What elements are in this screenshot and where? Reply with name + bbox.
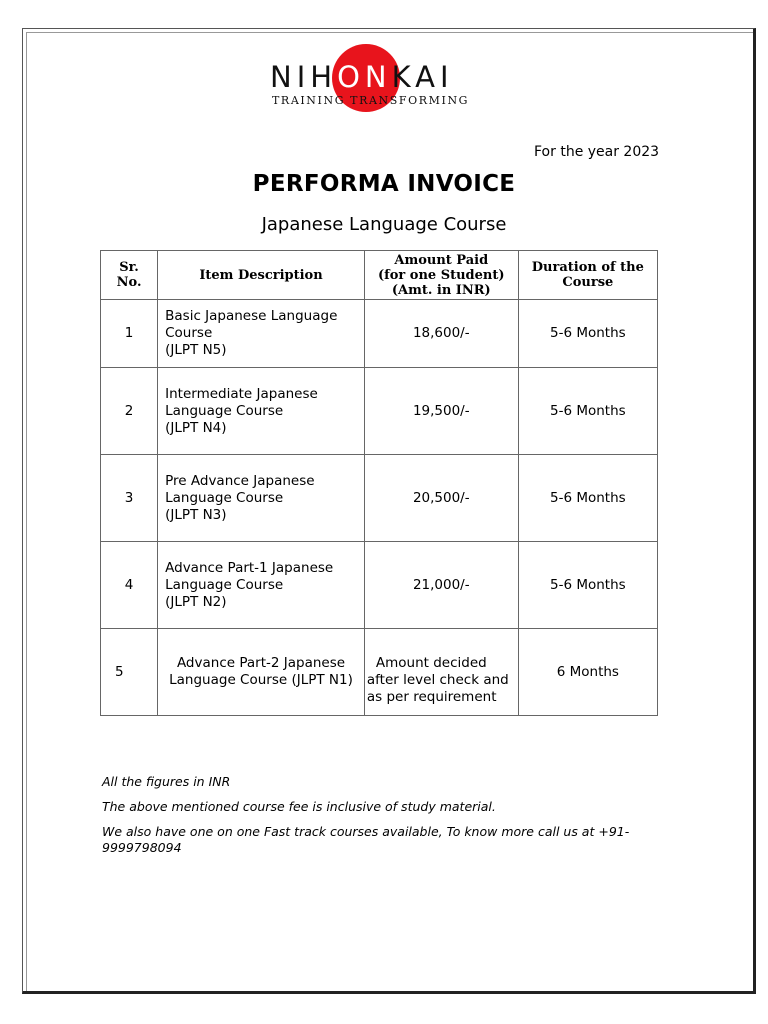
header-duration-line1: Duration of the <box>531 260 644 275</box>
desc-line: (JLPT N2) <box>165 593 227 610</box>
year-line: For the year 2023 <box>534 144 660 160</box>
header-sr-no <box>101 251 158 300</box>
row-sr-no: 1 <box>101 300 158 368</box>
header-sr-line2: No. <box>116 275 142 290</box>
logo-wordmark: NIHONKAI <box>270 60 454 94</box>
nihonkai-logo <box>270 42 510 114</box>
header-amount-line3: (Amt. in INR) <box>391 282 491 298</box>
row-item-description <box>158 455 365 542</box>
desc-line: Language Course <box>165 576 284 593</box>
page-title: PERFORMA INVOICE <box>252 171 516 197</box>
course-fee-table <box>100 250 658 716</box>
amount-line: as per requirement <box>366 688 497 705</box>
table-row <box>101 300 658 368</box>
header-amount-line2: (for one Student) <box>378 267 505 283</box>
header-item-description: Item Description <box>158 251 365 300</box>
row-item-description <box>158 368 365 455</box>
row-duration: 5-6 Months <box>518 455 657 542</box>
row-duration: 5-6 Months <box>518 542 657 629</box>
table-row <box>101 368 658 455</box>
row-amount: 21,000/- <box>364 542 518 629</box>
header-duration-line2: Course <box>562 275 614 290</box>
desc-line: Language Course <box>165 402 284 419</box>
row-sr-no: 4 <box>101 542 158 629</box>
desc-line: Intermediate Japanese <box>165 385 318 402</box>
desc-line: Language Course <box>165 489 284 506</box>
desc-line: Advance Part-1 Japanese <box>165 559 334 576</box>
row-sr-no: 5 <box>101 629 158 716</box>
desc-line: (JLPT N5) <box>165 342 227 358</box>
footnote: The above mentioned course fee is inclusive of study material. <box>102 799 496 814</box>
desc-line: (JLPT N4) <box>165 419 227 436</box>
desc-line: Language Course (JLPT N1) <box>169 672 353 688</box>
table-row <box>101 455 658 542</box>
header-amount-paid <box>364 251 518 300</box>
footnote: We also have one on one Fast track courses available, To know more call us at +91-9999798094 <box>102 824 630 855</box>
row-item-description <box>158 542 365 629</box>
desc-line: Pre Advance Japanese <box>165 472 315 489</box>
row-amount: 19,500/- <box>364 368 518 455</box>
row-amount: 20,500/- <box>364 455 518 542</box>
row-duration: 6 Months <box>518 629 657 716</box>
desc-line: (JLPT N3) <box>165 506 227 523</box>
table-row <box>101 629 658 716</box>
row-amount: 18,600/- <box>364 300 518 368</box>
desc-line: Basic Japanese Language <box>165 308 338 324</box>
desc-line: Course <box>165 325 213 341</box>
header-sr-line1: Sr. <box>119 260 139 275</box>
footnotes <box>102 774 662 865</box>
amount-line: Amount decided <box>375 654 487 671</box>
header-duration <box>518 251 657 300</box>
page-subtitle: Japanese Language Course <box>261 214 507 235</box>
row-sr-no: 2 <box>101 368 158 455</box>
row-amount <box>364 629 518 716</box>
row-item-description <box>158 300 365 368</box>
table-header-row <box>101 251 658 300</box>
amount-line: after level check and <box>366 671 509 688</box>
row-duration: 5-6 Months <box>518 368 657 455</box>
desc-line: Advance Part-2 Japanese <box>176 655 346 671</box>
logo-tagline: TRAINING TRANSFORMING <box>272 94 470 107</box>
row-item-description <box>158 629 365 716</box>
table-row <box>101 542 658 629</box>
header-amount-line1: Amount Paid <box>394 252 489 268</box>
row-sr-no: 3 <box>101 455 158 542</box>
footnote: All the figures in INR <box>102 774 231 789</box>
row-duration: 5-6 Months <box>518 300 657 368</box>
